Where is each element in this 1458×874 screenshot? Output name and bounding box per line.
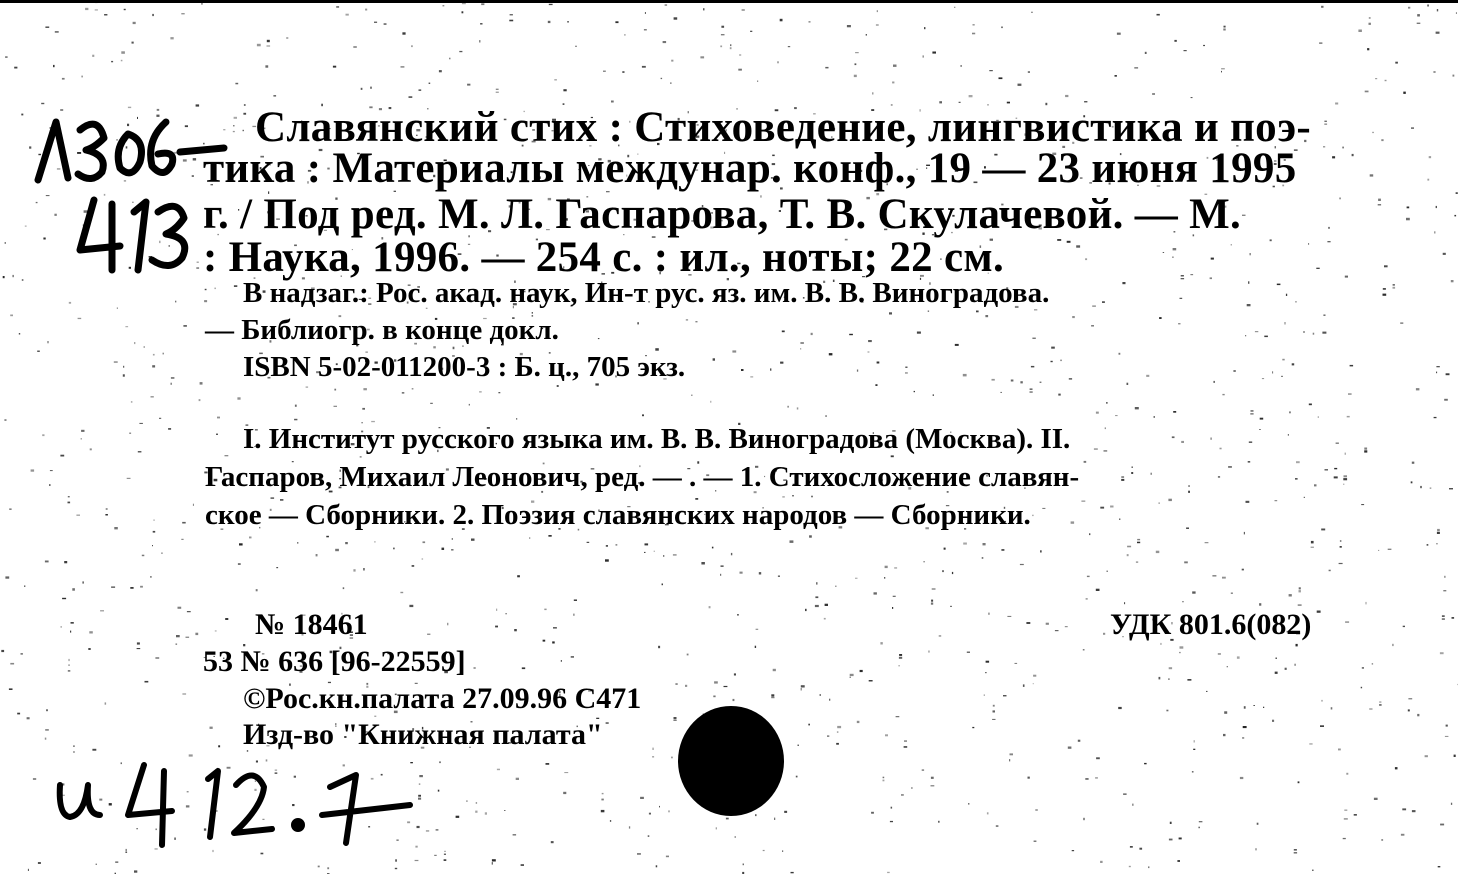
number-2: 53 № 636 [96-22559] (203, 645, 466, 678)
subject-line-3: ское — Сборники. 2. Поэзия славянских народов — Сборники. (205, 499, 1031, 531)
subject-line-2: Гаспаров, Михаил Леонович, ред. — . — 1. Стихосложение славян- (205, 461, 1080, 493)
top-border-line (0, 0, 1458, 3)
note-line-2: — Библиогр. в конце докл. (205, 314, 559, 346)
punch-hole (678, 706, 784, 816)
entry-line-2: тика : Материалы междунар. конф., 19 — 23 июня 1995 (203, 145, 1297, 192)
entry-line-3: г. / Под ред. М. Л. Гаспарова, Т. В. Скулачевой. — М. (203, 191, 1242, 238)
note-line-1: В надзаг.: Рос. акад. наук, Ин-т рус. яз. им. В. В. Виноградова. (243, 277, 1050, 309)
handwritten-call-number (28, 100, 228, 280)
udk-code: УДК 801.6(082) (1110, 608, 1312, 641)
number-1: № 18461 (255, 608, 368, 641)
entry-line-1: Славянский стих : Стиховедение, лингвистика и поэ- (255, 104, 1312, 151)
subject-line-1: I. Институт русского языка им. В. В. Виноградова (Москва). II. (243, 423, 1071, 455)
isbn-line: ISBN 5-02-011200-3 : Б. ц., 705 экз. (243, 351, 686, 383)
entry-line-4: : Наука, 1996. — 254 с. : ил., ноты; 22 см. (203, 234, 1005, 281)
publisher-line: Изд-во "Книжная палата" (243, 718, 603, 751)
handwritten-shelf-mark (40, 745, 440, 855)
copyright-line: ©Рос.кн.палата 27.09.96 С471 (243, 682, 642, 715)
